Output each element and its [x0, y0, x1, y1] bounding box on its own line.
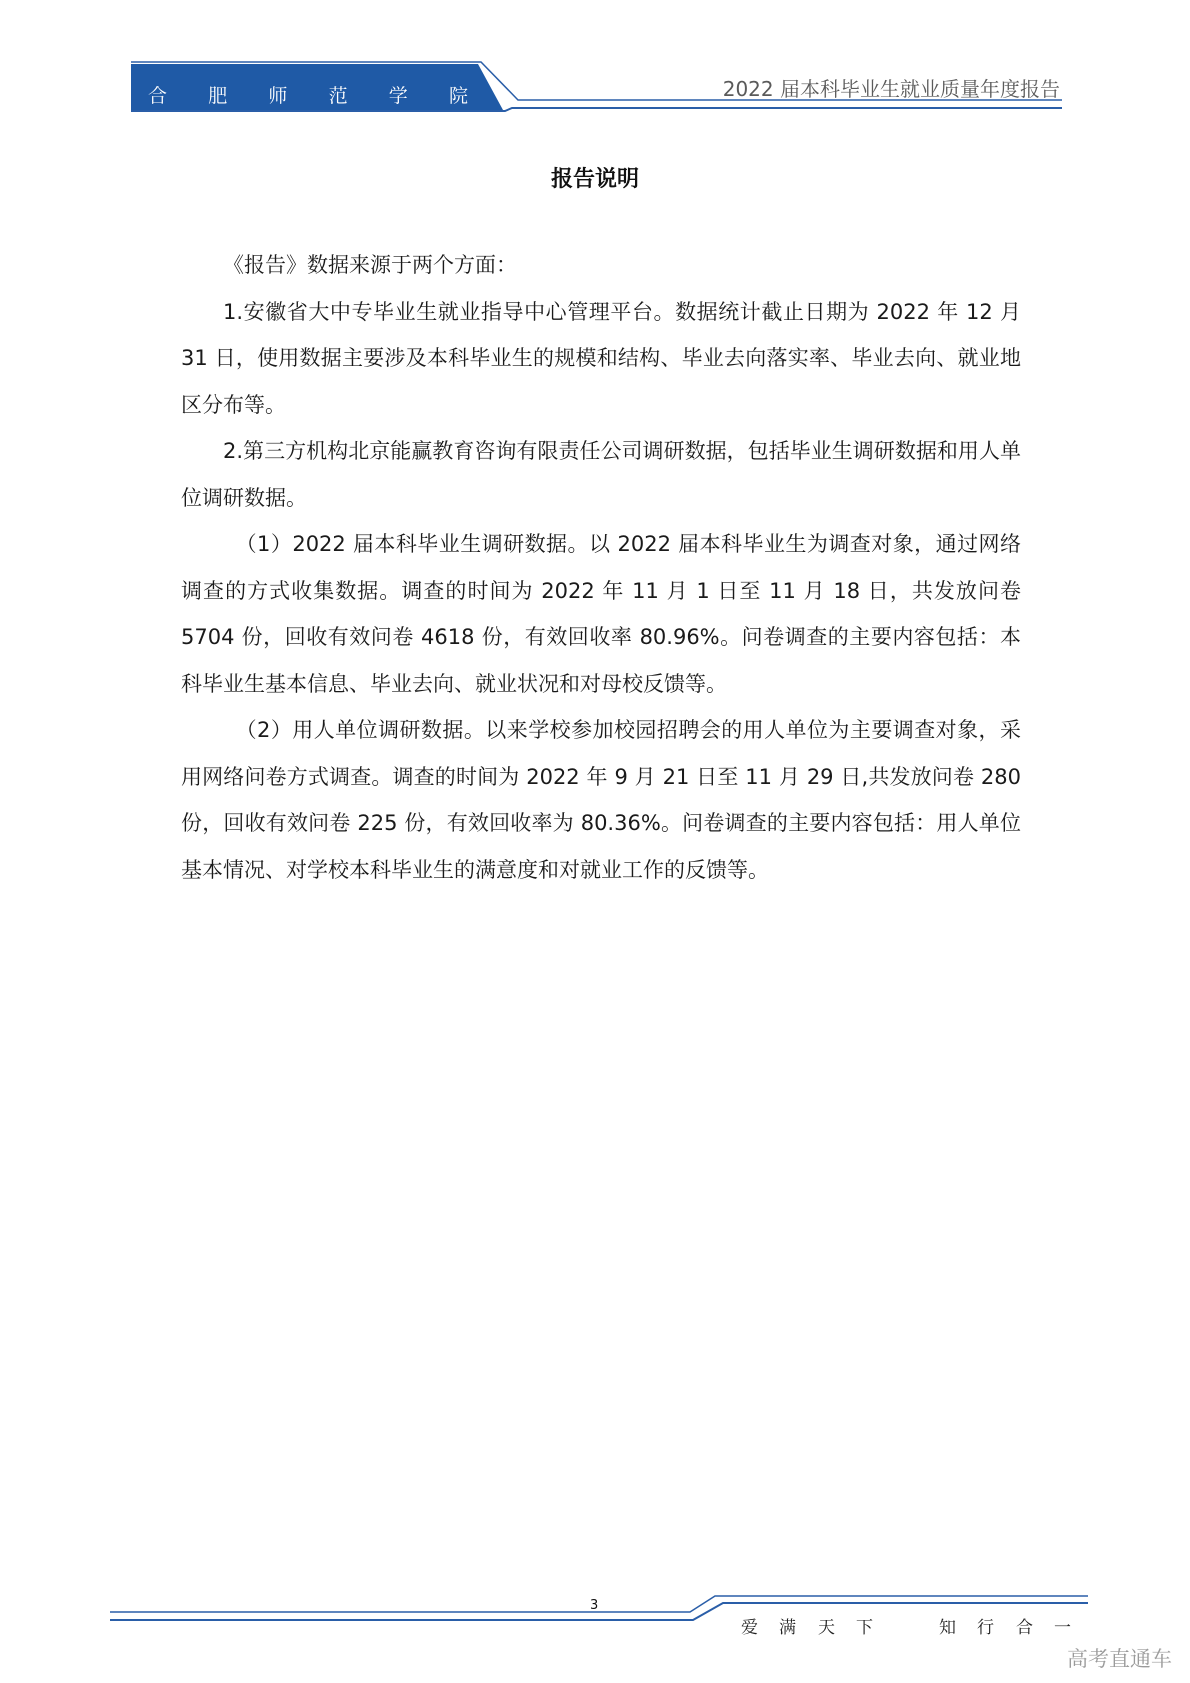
- school-char: 院: [448, 84, 468, 107]
- motto-char: 满: [779, 1618, 796, 1638]
- watermark-text: 高考直通车: [1067, 1647, 1172, 1671]
- footer-motto: [741, 1613, 1083, 1639]
- header-school-name: [148, 79, 468, 109]
- paragraph-graduate-survey: （1）2022 届本科毕业生调研数据。以 2022 届本科毕业生为调查对象，通过网络调查的方式收集数据。调查的时间为 2022 年 11 月 1 日至 11 月 18 日，共发放问卷 5704 份，回收有效问卷 4618 份，有效回收率 80.96%。问卷调查的主要内容包括：本科毕业生基本信息、毕业去向、就业状况和对母校反馈等。: [181, 532, 1021, 696]
- document-body: [181, 242, 1021, 893]
- page-number: 3: [590, 1598, 599, 1613]
- footer-upper-line: [110, 1596, 1088, 1612]
- paragraph-source-1: 1.安徽省大中专毕业生就业指导中心管理平台。数据统计截止日期为 2022 年 12 月 31 日，使用数据主要涉及本科毕业生的规模和结构、毕业去向落实率、毕业去向、就业地区分布等。: [181, 299, 1021, 417]
- paragraph-source-2: 2.第三方机构北京能赢教育咨询有限责任公司调研数据，包括毕业生调研数据和用人单位调研数据。: [181, 439, 1021, 510]
- school-char: 合: [148, 84, 168, 107]
- motto-char: 行: [977, 1618, 994, 1638]
- header-rule-lines: [0, 0, 1190, 130]
- school-char: 范: [328, 84, 348, 107]
- motto-char: 下: [856, 1618, 873, 1638]
- motto-char: 合: [1016, 1618, 1033, 1638]
- motto-char: 天: [818, 1618, 835, 1638]
- paragraph-employer-survey: （2）用人单位调研数据。以来学校参加校园招聘会的用人单位为主要调查对象，采用网络问卷方式调查。调查的时间为 2022 年 9 月 21 日至 11 月 29 日,共发放问卷 280 份，回收有效问卷 225 份，有效回收率为 80.36%。问卷调查的主要内容包括：用人单位基本情况、对学校本科毕业生的满意度和对就业工作的反馈等。: [181, 718, 1021, 882]
- motto-char: 一: [1054, 1618, 1071, 1638]
- document-title: 报告说明: [550, 167, 639, 192]
- paragraph-intro: 《报告》数据来源于两个方面：: [223, 253, 517, 277]
- school-char: 师: [268, 84, 288, 107]
- school-char: 学: [388, 84, 408, 107]
- motto-char: 爱: [741, 1618, 758, 1638]
- header-report-title: 2022 届本科毕业生就业质量年度报告: [722, 77, 1060, 101]
- school-char: 肥: [208, 84, 228, 107]
- motto-char: 知: [939, 1618, 956, 1638]
